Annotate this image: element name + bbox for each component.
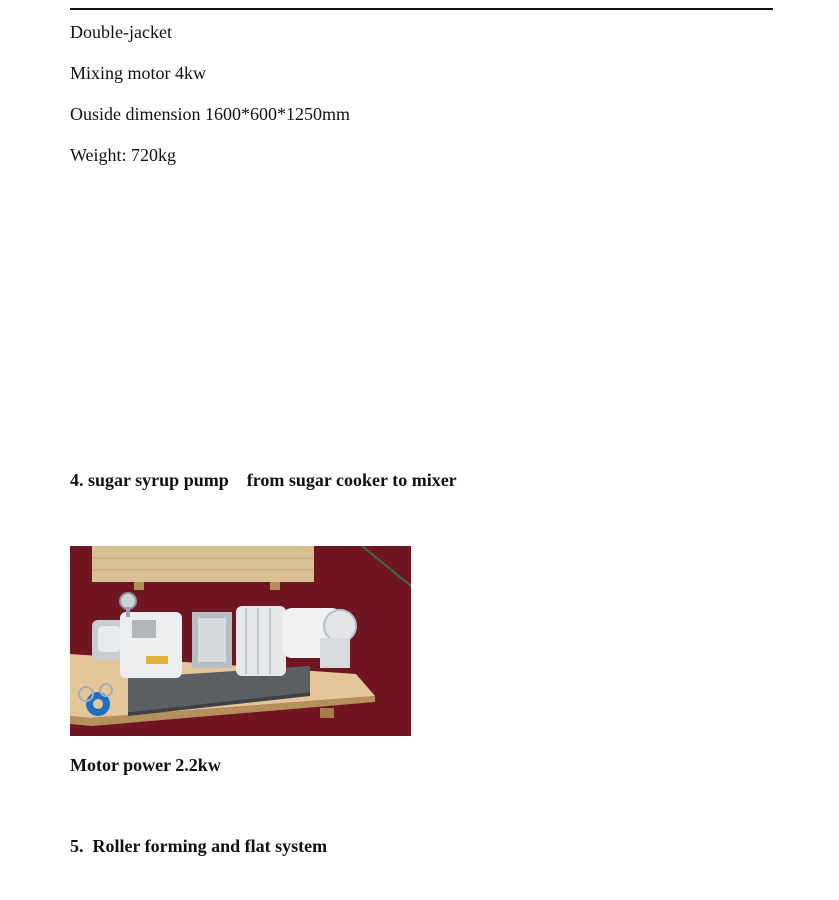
pump-illustration [70, 546, 411, 736]
pressure-gauge-icon [120, 593, 136, 609]
motor-fan-cover [324, 610, 356, 642]
spec-outside-dimension: Ouside dimension 1600*600*1250mm [70, 104, 350, 124]
section-4-heading: 4. sugar syrup pump from sugar cooker to mixer [70, 470, 457, 490]
motor-power-caption: Motor power 2.2kw [70, 755, 221, 775]
spec-double-jacket: Double-jacket [70, 22, 172, 42]
section-5-heading: 5. Roller forming and flat system [70, 836, 328, 856]
sugar-syrup-pump-photo [70, 546, 411, 736]
terminal-box [320, 638, 350, 668]
wooden-crate [92, 546, 314, 582]
spec-weight: Weight: 720kg [70, 145, 177, 165]
spec-mixing-motor: Mixing motor 4kw [70, 63, 207, 83]
warning-label [146, 656, 168, 664]
gearbox [236, 606, 286, 676]
top-rule [70, 8, 773, 10]
